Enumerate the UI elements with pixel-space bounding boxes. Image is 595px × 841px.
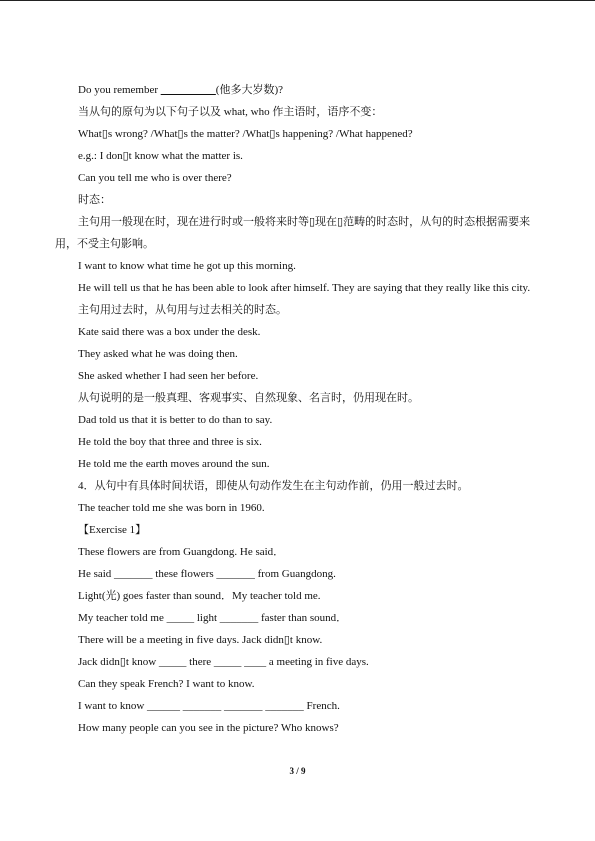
exercise-item: There will be a meeting in five days. Jack didn▯t know. [78, 634, 323, 646]
fill-blank: __________ [160, 84, 216, 96]
text-line: 从句说明的是一般真理、客观事实、自然现象、名言时，仍用现在时。 [78, 392, 419, 404]
text-line: He told me the earth moves around the sun. [78, 458, 270, 470]
top-rule [0, 0, 595, 1]
page-number: 3 / 9 [289, 766, 306, 776]
exercise-item: How many people can you see in the picture? Who knows? [78, 722, 339, 734]
text-line [55, 79, 545, 101]
text-line: I want to know what time he got up this morning. [78, 260, 296, 272]
text-line: She asked whether I had seen her before. [78, 370, 259, 382]
exercise-heading: 【Exercise 1】 [78, 524, 147, 536]
text-line: What▯s wrong? /What▯s the matter? /What▯s happening? /What happened? [78, 128, 413, 140]
text-line: Can you tell me who is over there? [78, 172, 232, 184]
text-line: 当从句的原句为以下句子以及 what, who 作主语时，语序不变： [78, 106, 383, 118]
exercise-item: My teacher told me _____ light _______ faster than sound． [78, 612, 348, 624]
text-line: He told the boy that three and three is six. [78, 436, 262, 448]
document-body [55, 79, 545, 739]
text-line: 主句用过去时，从句用与过去相关的时态。 [78, 304, 287, 316]
exercise-item: These flowers are from Guangdong. He said． [78, 546, 285, 558]
exercise-item: Can they speak French? I want to know. [78, 678, 255, 690]
exercise-item: Light(光) goes faster than sound．My teacher told me. [78, 590, 321, 602]
text-line: The teacher told me she was born in 1960. [78, 502, 265, 514]
text-line: They asked what he was doing then. [78, 348, 238, 360]
text-line: Kate said there was a box under the desk. [78, 326, 261, 338]
exercise-item: He said _______ these flowers _______ from Guangdong. [78, 568, 336, 580]
line-text: (他多大岁数)? [215, 84, 283, 96]
text-paragraph: He will tell us that he has been able to look after himself. They are saying that they really like this city. [78, 282, 531, 294]
text-line: 4．从句中有具体时间状语，即使从句动作发生在主句动作前，仍用一般过去时。 [78, 480, 469, 492]
text-line: Dad told us that it is better to do than to say. [78, 414, 273, 426]
text-paragraph: 主句用一般现在时，现在进行时或一般将来时等▯现在▯范畴的时态时，从句的时态根据需要来用，不受主句影响。 [55, 216, 531, 250]
section-heading: 时态： [78, 194, 111, 206]
text-line: e.g.: I don▯t know what the matter is. [78, 150, 243, 162]
exercise-item: Jack didn▯t know _____ there _____ ____ a meeting in five days. [78, 656, 369, 668]
line-text: Do you remember [78, 84, 161, 96]
exercise-item: I want to know ______ _______ _______ _______ French. [78, 700, 340, 712]
